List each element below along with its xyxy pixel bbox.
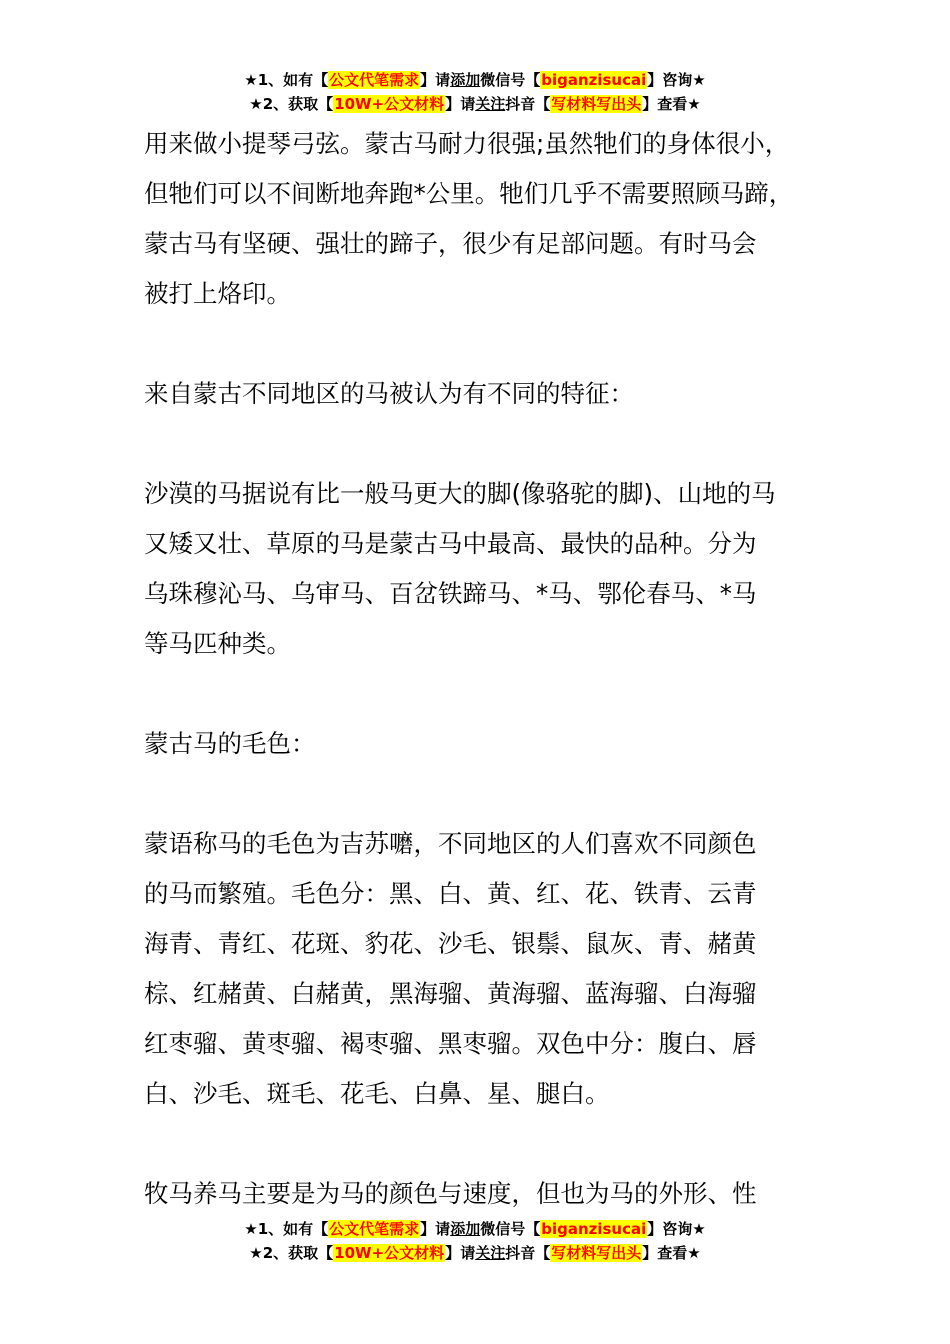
banner-text: 】请 <box>420 71 451 89</box>
text-line: 的马而繁殖。毛色分：黑、白、黄、红、花、铁青、云青 <box>144 879 757 908</box>
banner-text: 】请 <box>420 1220 451 1238</box>
text-line: 蒙古马有坚硬、强壮的蹄子，很少有足部问题。有时马会 <box>144 229 757 258</box>
text-line: 蒙语称马的毛色为吉苏嚰，不同地区的人们喜欢不同颜色 <box>144 829 757 858</box>
banner-highlight-douyin-id: 写材料写出头 <box>551 95 642 113</box>
paragraph-6 <box>144 1169 834 1219</box>
text-line: 用来做小提琴弓弦。蒙古马耐力很强;虽然牠们的身体很小， <box>144 129 790 158</box>
banner-line-1 <box>0 69 950 93</box>
header-banner <box>0 69 950 117</box>
banner-line-1 <box>0 1218 950 1242</box>
banner-highlight-wechat-id: biganzisucai <box>541 71 647 89</box>
text-line: 来自蒙古不同地区的马被认为有不同的特征： <box>144 379 634 408</box>
banner-highlight: 公文代笔需求 <box>329 1220 420 1238</box>
banner-text: 】请 <box>445 95 476 113</box>
banner-text: ★1、如有【 <box>244 71 329 89</box>
text-line: 乌珠穆沁马、乌审马、百岔铁蹄马、*马、鄂伦春马、*马 <box>144 579 757 608</box>
text-line: 又矮又壮、草原的马是蒙古马中最高、最快的品种。分为 <box>144 529 757 558</box>
footer-banner <box>0 1218 950 1266</box>
banner-underlined-text: 关注 <box>475 95 506 113</box>
text-line: 棕、红赭黄、白赭黄，黑海骝、黄海骝、蓝海骝、白海骝 <box>144 979 757 1008</box>
paragraph-spacer <box>144 769 834 819</box>
text-line: 但牠们可以不间断地奔跑*公里。牠们几乎不需要照顾马蹄， <box>144 179 794 208</box>
banner-text: 】查看★ <box>642 1244 701 1262</box>
paragraph-3 <box>144 469 834 669</box>
text-line: 白、沙毛、斑毛、花毛、白鼻、星、腿白。 <box>144 1079 610 1108</box>
paragraph-spacer <box>144 1119 834 1169</box>
banner-text: 微信号【 <box>480 71 541 89</box>
paragraph-spacer <box>144 669 834 719</box>
banner-highlight: 10W+公文材料 <box>334 95 445 113</box>
banner-text: 抖音【 <box>505 95 551 113</box>
text-line: 红枣骝、黄枣骝、褐枣骝、黑枣骝。双色中分：腹白、唇 <box>144 1029 757 1058</box>
text-line: 海青、青红、花斑、豹花、沙毛、银鬃、鼠灰、青、赭黄 <box>144 929 757 958</box>
banner-highlight: 公文代笔需求 <box>329 71 420 89</box>
banner-underlined-text: 添加 <box>450 71 481 89</box>
banner-highlight-douyin-id: 写材料写出头 <box>551 1244 642 1262</box>
banner-underlined-text: 关注 <box>475 1244 506 1262</box>
banner-highlight-wechat-id: biganzisucai <box>541 1220 647 1238</box>
paragraph-4 <box>144 719 834 769</box>
banner-text: 】查看★ <box>642 95 701 113</box>
banner-text: 】咨询★ <box>647 71 706 89</box>
banner-text: ★2、获取【 <box>249 1244 334 1262</box>
banner-text: 微信号【 <box>480 1220 541 1238</box>
text-line: 沙漠的马据说有比一般马更大的脚(像骆驼的脚)、山地的马 <box>144 479 776 508</box>
paragraph-2 <box>144 369 834 419</box>
text-line: 蒙古马的毛色： <box>144 729 316 758</box>
text-line: 牧马养马主要是为马的颜色与速度，但也为马的外形、性 <box>144 1179 757 1208</box>
paragraph-5 <box>144 819 834 1119</box>
paragraph-1 <box>144 119 834 319</box>
banner-line-2 <box>0 1242 950 1266</box>
banner-line-2 <box>0 93 950 117</box>
banner-text: 】咨询★ <box>647 1220 706 1238</box>
document-body <box>144 119 834 1219</box>
paragraph-spacer <box>144 319 834 369</box>
paragraph-spacer <box>144 419 834 469</box>
text-line: 被打上烙印。 <box>144 279 291 308</box>
text-line: 等马匹种类。 <box>144 629 291 658</box>
banner-text: ★1、如有【 <box>244 1220 329 1238</box>
banner-underlined-text: 添加 <box>450 1220 481 1238</box>
banner-text: 】请 <box>445 1244 476 1262</box>
banner-text: 抖音【 <box>505 1244 551 1262</box>
banner-text: ★2、获取【 <box>249 95 334 113</box>
banner-highlight: 10W+公文材料 <box>334 1244 445 1262</box>
